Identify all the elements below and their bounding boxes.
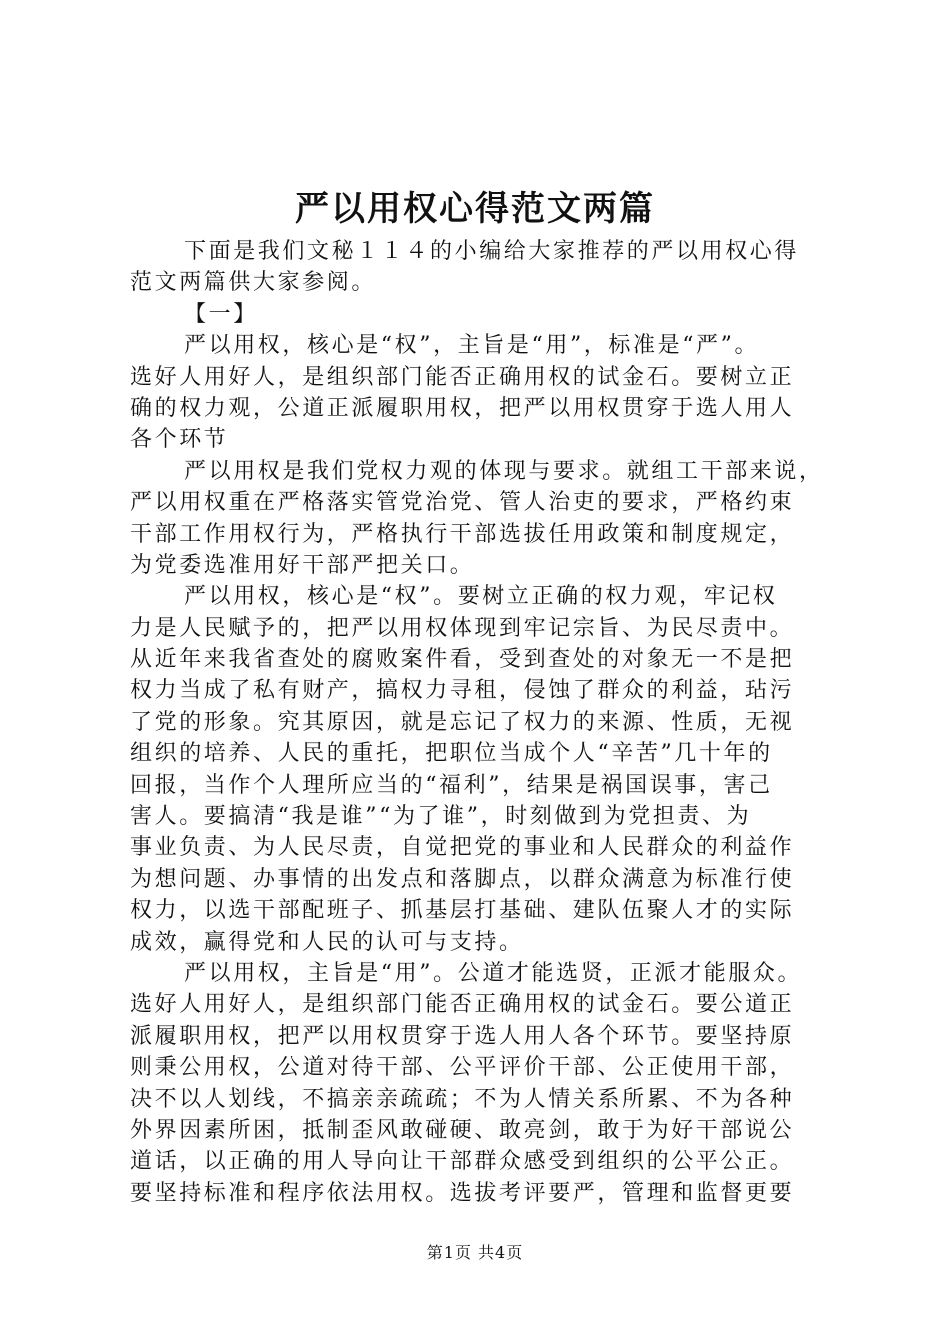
page-footer: 第1页 共4页 <box>426 1243 524 1262</box>
text-line: 下面是我们文秘１１４的小编给大家推荐的严以用权心得 <box>184 239 800 264</box>
text-line: 范文两篇供大家参阅。 <box>130 270 377 296</box>
text-line: 干部工作用权行为，严格执行干部选拔任用政策和制度规定， <box>130 521 795 547</box>
section-heading: 【一】 <box>184 301 258 327</box>
text-line: 回报，当作个人理所应当的“福利”，结果是祸国误事，害己 <box>130 772 773 798</box>
text-line: 权力，以选干部配班子、抓基层打基础、建队伍聚人才的实际 <box>130 898 795 924</box>
text-line: 权力当成了私有财产，搞权力寻租，侵蚀了群众的利益，玷污 <box>130 678 795 704</box>
text-line: 事业负责、为人民尽责，自觉把党的事业和人民群众的利益作 <box>130 835 795 861</box>
text-line: 严以用权，核心是“权”，主旨是“用”，标准是“严”。 <box>184 333 760 359</box>
text-line: 道话，以正确的用人导向让干部群众感受到组织的公平公正。 <box>130 1149 795 1175</box>
document-body <box>130 236 834 1209</box>
text-line: 害人。要搞清“我是谁”“为了谁”，时刻做到为党担责、为 <box>130 804 752 830</box>
text-line: 要坚持标准和程序依法用权。选拔考评要严，管理和监督更要 <box>130 1180 795 1206</box>
text-line: 严以用权，核心是“权”。要树立正确的权力观，牢记权 <box>184 584 778 610</box>
text-line: 决不以人划线，不搞亲亲疏疏；不为人情关系所累、不为各种 <box>130 1086 795 1112</box>
text-line: 严以用权重在严格落实管党治党、管人治吏的要求，严格约束 <box>130 490 795 516</box>
text-line: 严以用权是我们党权力观的体现与要求。就组工干部来说， <box>184 458 824 484</box>
document-title: 严以用权心得范文两篇 <box>295 189 655 229</box>
text-line: 选好人用好人，是组织部门能否正确用权的试金石。要树立正 <box>130 364 795 390</box>
text-line: 从近年来我省查处的腐败案件看，受到查处的对象无一不是把 <box>130 647 795 673</box>
text-line: 派履职用权，把严以用权贯穿于选人用人各个环节。要坚持原 <box>130 1023 795 1049</box>
text-line: 了党的形象。究其原因，就是忘记了权力的来源、性质，无视 <box>130 709 795 735</box>
text-line: 为想问题、办事情的出发点和落脚点，以群众满意为标准行使 <box>130 866 795 892</box>
text-line: 严以用权，主旨是“用”。公道才能选贤，正派才能服众。 <box>184 960 803 986</box>
text-line: 为党委选准用好干部严把关口。 <box>130 552 475 578</box>
text-line: 则秉公用权，公道对待干部、公平评价干部、公正使用干部， <box>130 1055 795 1081</box>
text-line: 外界因素所困，抵制歪风敢碰硬、敢亮剑，敢于为好干部说公 <box>130 1117 795 1143</box>
text-line: 选好人用好人，是组织部门能否正确用权的试金石。要公道正 <box>130 992 795 1018</box>
text-line: 成效，赢得党和人民的认可与支持。 <box>130 929 524 955</box>
text-line: 确的权力观，公道正派履职用权，把严以用权贯穿于选人用人 <box>130 395 795 421</box>
text-line: 各个环节 <box>130 427 229 453</box>
text-line: 力是人民赋予的，把严以用权体现到牢记宗旨、为民尽责中。 <box>130 615 795 641</box>
text-line: 组织的培养、人民的重托，把职位当成个人“辛苦”几十年的 <box>130 741 773 767</box>
